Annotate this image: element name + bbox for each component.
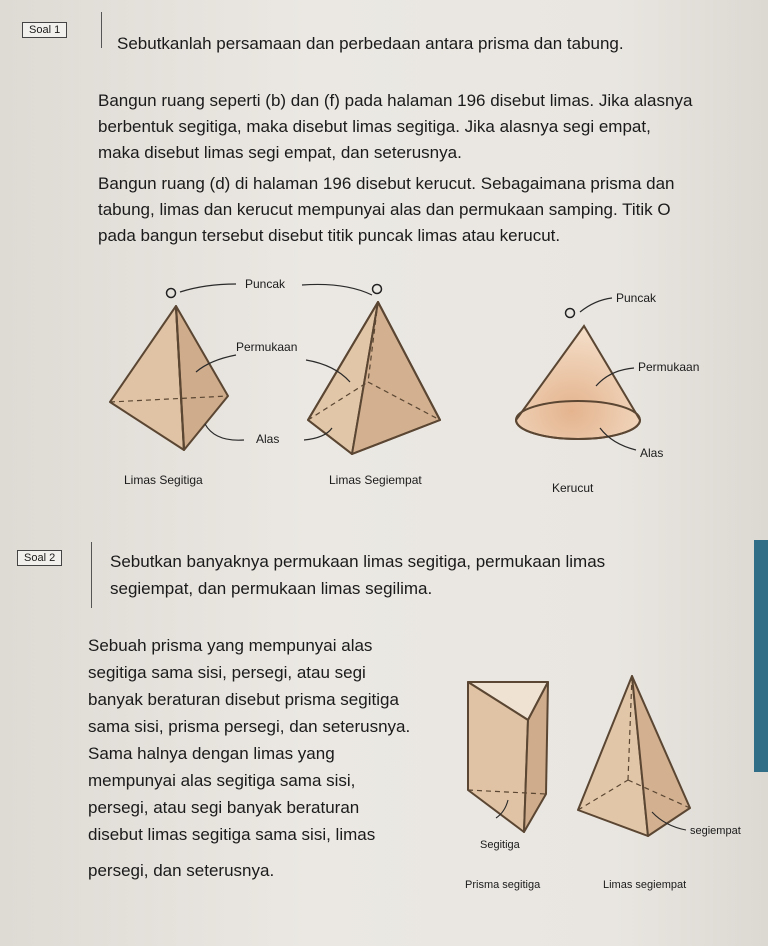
label-cone-puncak: Puncak	[616, 291, 657, 305]
text-line: Sama halnya dengan limas yang	[88, 744, 335, 763]
soal-2-question-line: Sebutkan banyaknya permukaan limas segitiga, permukaan limas	[110, 552, 606, 571]
text-line: Bangun ruang seperti (b) dan (f) pada halaman 196 disebut limas. Jika alasnya	[98, 91, 693, 110]
text-line: tabung, limas dan kerucut mempunyai alas dan permukaan samping. Titik O	[98, 200, 671, 219]
soal-1-question: Sebutkanlah persamaan dan perbedaan antara prisma dan tabung.	[117, 34, 624, 53]
label-puncak: Puncak	[245, 277, 286, 291]
text-line: disebut limas segitiga sama sisi, limas	[88, 825, 376, 844]
label-cone-alas: Alas	[640, 446, 664, 460]
soal-1-tag: Soal 1	[22, 22, 67, 38]
text-line: banyak beraturan disebut prisma segitiga	[88, 690, 399, 709]
divider-line	[91, 542, 92, 608]
caption-limas-segitiga: Limas Segitiga	[124, 473, 203, 487]
caption-kerucut: Kerucut	[552, 481, 594, 495]
text-line: segitiga sama sisi, persegi, atau segi	[88, 663, 366, 682]
prisma-segitiga-figure	[468, 682, 548, 832]
caption-limas-segiempat-2: Limas segiempat	[603, 879, 687, 891]
text-line: Bangun ruang (d) di halaman 196 disebut kerucut. Sebagaimana prisma dan	[98, 174, 675, 193]
text-line: mempunyai alas segitiga sama sisi,	[88, 771, 356, 790]
text-line: berbentuk segitiga, maka disebut limas segitiga. Jika alasnya segi empat,	[98, 117, 651, 136]
label-permukaan: Permukaan	[236, 340, 298, 354]
text-line: Sebuah prisma yang mempunyai alas	[88, 636, 373, 655]
limas-segiempat-figure	[308, 285, 440, 455]
page-edge-tab	[754, 540, 768, 772]
text-line: persegi, dan seterusnya.	[88, 861, 275, 880]
text-line: pada bangun tersebut disebut titik puncak limas atau kerucut.	[98, 226, 561, 245]
soal-2-question-line: segiempat, dan permukaan limas segilima.	[110, 579, 433, 598]
label-cone-permukaan: Permukaan	[638, 360, 700, 374]
caption-prisma-segitiga: Prisma segitiga	[465, 879, 541, 891]
label-segitiga: Segitiga	[480, 839, 520, 851]
limas-segitiga-figure	[110, 289, 228, 451]
label-segiempat: segiempat	[690, 825, 741, 837]
text-line: persegi, atau segi banyak beraturan	[88, 798, 360, 817]
label-alas: Alas	[256, 432, 280, 446]
soal-2-tag: Soal 2	[17, 550, 62, 566]
text-line: sama sisi, prisma persegi, dan seterusnya.	[88, 717, 411, 736]
text-line: maka disebut limas segi empat, dan seterusnya.	[98, 143, 462, 162]
limas-segiempat-right-figure	[578, 676, 690, 836]
kerucut-figure	[516, 309, 640, 440]
caption-limas-segiempat: Limas Segiempat	[329, 473, 422, 487]
